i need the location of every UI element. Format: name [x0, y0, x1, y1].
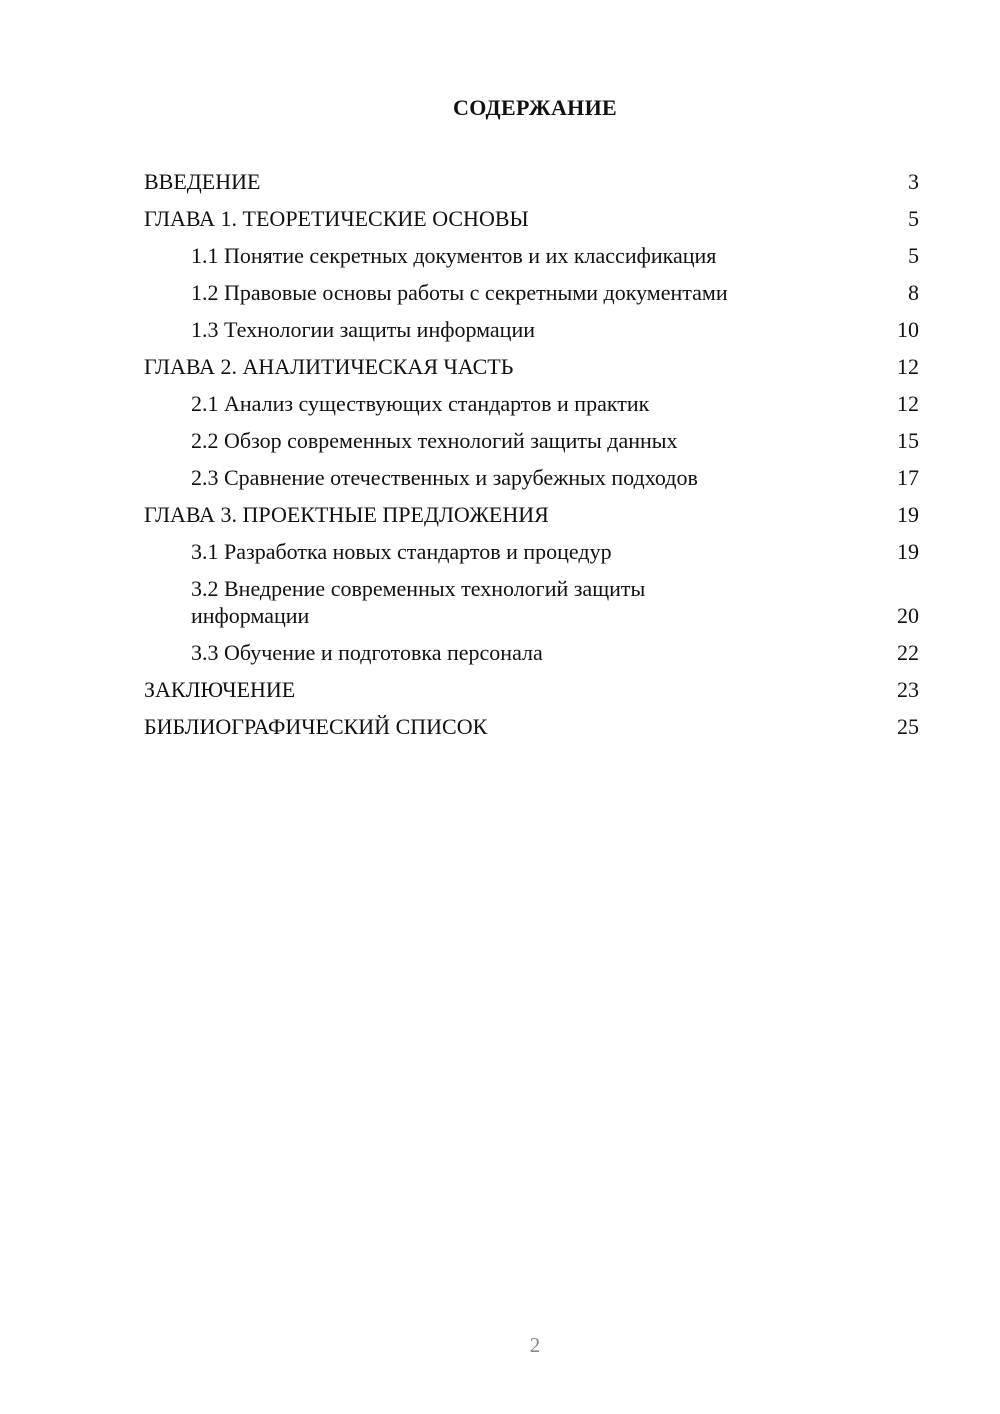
toc-entry-title: 2.3 Сравнение отечественных и зарубежных подходов	[191, 465, 698, 490]
toc-entry-conclusion[interactable]	[144, 676, 919, 703]
toc-entry-title: ЗАКЛЮЧЕНИЕ	[144, 677, 296, 702]
toc-entry-page: 15	[897, 428, 919, 453]
toc-entry-page: 19	[897, 502, 919, 527]
toc-entry-title: 1.1 Понятие секретных документов и их классификация	[191, 243, 717, 268]
toc-entry-page: 5	[908, 243, 919, 268]
toc-entry-section-1-3[interactable]	[144, 316, 919, 343]
toc-entry-chapter-3[interactable]	[144, 501, 919, 528]
toc-entry-section-1-1[interactable]	[144, 242, 919, 269]
toc-entry-title: 3.1 Разработка новых стандартов и процедур	[191, 539, 612, 564]
toc-entry-page: 22	[897, 640, 919, 665]
toc-entry-section-3-1[interactable]	[144, 538, 919, 565]
toc-entry-page: 19	[897, 539, 919, 564]
toc-entry-page: 3	[908, 169, 919, 194]
toc-entry-bibliography[interactable]	[144, 713, 919, 740]
toc-entry-section-3-3[interactable]	[144, 639, 919, 666]
toc-entry-introduction[interactable]	[144, 168, 919, 195]
toc-entry-page: 12	[897, 391, 919, 416]
toc-entry-title: ГЛАВА 3. ПРОЕКТНЫЕ ПРЕДЛОЖЕНИЯ	[144, 502, 549, 527]
toc-entry-chapter-2[interactable]	[144, 353, 919, 380]
toc-entry-section-3-2[interactable]	[144, 575, 919, 629]
toc-entry-title: 3.3 Обучение и подготовка персонала	[191, 640, 543, 665]
toc-entry-title: БИБЛИОГРАФИЧЕСКИЙ СПИСОК	[144, 714, 488, 739]
toc-entry-title: 2.1 Анализ существующих стандартов и практик	[191, 391, 650, 416]
toc-entry-page: 20	[897, 603, 919, 628]
toc-entry-title: 1.3 Технологии защиты информации	[191, 317, 535, 342]
toc-entry-page: 12	[897, 354, 919, 379]
toc-entry-title: 3.2 Внедрение современных технологий защиты информации	[191, 576, 646, 628]
page-title: СОДЕРЖАНИЕ	[453, 95, 617, 120]
toc-entry-section-2-2[interactable]	[144, 427, 919, 454]
toc-entry-page: 23	[897, 677, 919, 702]
toc-entry-page: 17	[897, 465, 919, 490]
toc-entry-page: 5	[908, 206, 919, 231]
toc-entry-chapter-1[interactable]	[144, 205, 919, 232]
toc-entry-page: 8	[908, 280, 919, 305]
page-number: 2	[529, 1333, 541, 1357]
toc-entry-title: 1.2 Правовые основы работы с секретными документами	[191, 280, 728, 305]
toc-entry-title: ГЛАВА 1. ТЕОРЕТИЧЕСКИЕ ОСНОВЫ	[144, 206, 529, 231]
toc-entry-title: ГЛАВА 2. АНАЛИТИЧЕСКАЯ ЧАСТЬ	[144, 354, 514, 379]
toc-entry-section-1-2[interactable]	[144, 279, 919, 306]
toc-entry-section-2-1[interactable]	[144, 390, 919, 417]
toc-entry-page: 10	[897, 317, 919, 342]
toc-entry-title: 2.2 Обзор современных технологий защиты данных	[191, 428, 678, 453]
toc-entry-title: ВВЕДЕНИЕ	[144, 169, 261, 194]
toc-entry-section-2-3[interactable]	[144, 464, 919, 491]
toc-entry-page: 25	[897, 714, 919, 739]
table-of-contents	[144, 168, 919, 750]
